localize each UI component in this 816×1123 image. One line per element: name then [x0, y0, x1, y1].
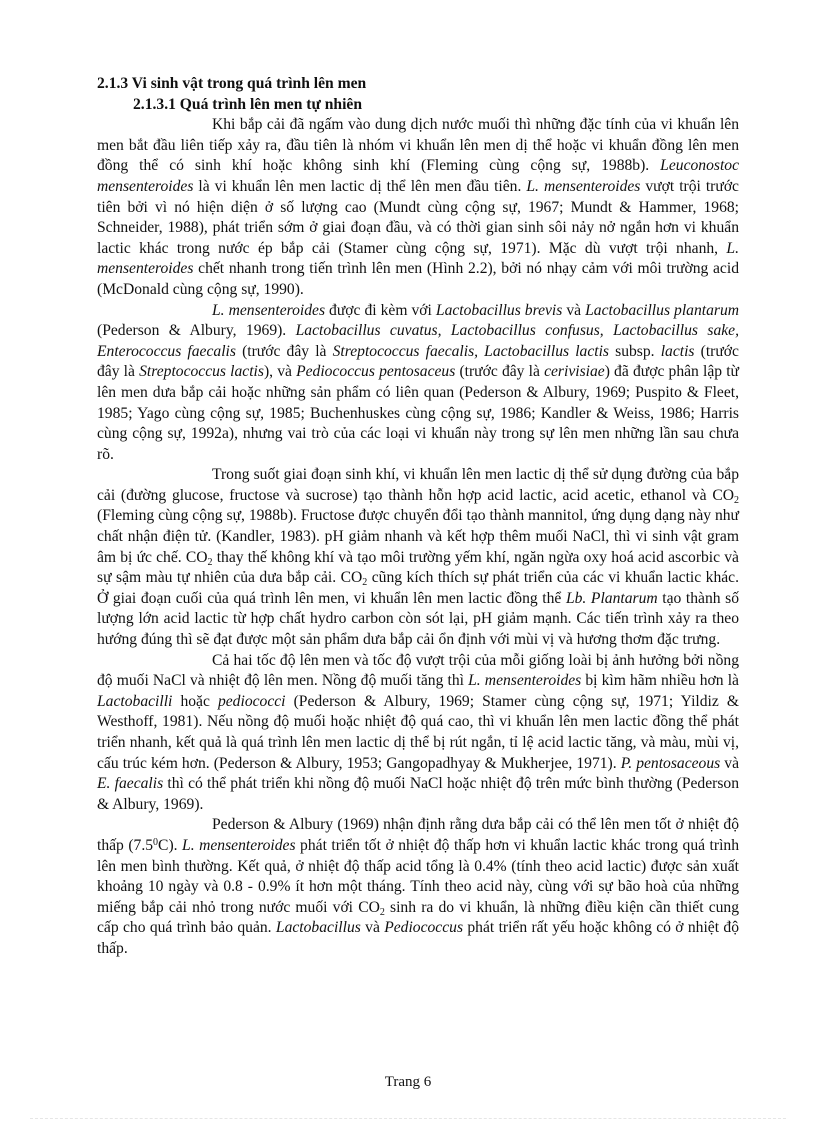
- paragraph-3: Trong suốt giai đoạn sinh khí, vi khuẩn lên men lactic dị thể sử dụng đường của bắp cải (đường glucose, fructose và sucrose) tạo thành hỗn hợp acid lactic, acid acetic, ethanol và $CO_2$ (Fleming cùng cộng sự, 1988b). Fructose được chuyển đổi tạo thành mannitol, ứng dụng dạng này như chất nhận điện tử. (Kandler, 1983). pH giảm nhanh và kết hợp thêm muối NaCl, thì vi sinh vật gram âm bị ức chế. $CO_2$ thay thế không khí và tạo môi trường yếm khí, ngăn ngừa oxy hoá acid ascorbic và sự sậm màu tự nhiên của dưa bắp cải. $CO_2$ cũng kích thích sự phát triển của các vi khuẩn lactic khác. Ở giai đoạn cuối của quá trình lên men, vi khuẩn lên men lactic đồng thể Lb. Plantarum tạo thành số lượng lớn acid lactic từ hợp chất hydro carbon còn sót lại, pH giảm mạnh. Các tiến trình xảy ra theo hướng đúng thì sẽ đạt được một sản phẩm dưa bắp cải ổn định với mùi vị và hương thơm đặc trưng.: [97, 466, 740, 649]
- paragraph-2: L. mensenteroides được đi kèm với Lactobacillus brevis và Lactobacillus plantarum (Pederson & Albury, 1969). Lactobacillus cuvatus, Lactobacillus confusus, Lactobacillus sake, Enterococcus faecalis (trước đây là Streptococcus faecalis, Lactobacillus lactis subsp. lactis (trước đây là Streptococcus lactis), và Pediococcus pentosaceus (trước đây là cerivisiae) đã được phân lập từ lên men dưa bắp cải hoặc những sản phẩm có liên quan (Pederson & Albury, 1969; Puspito & Fleet, 1985; Yago cùng cộng sự, 1985; Buchenhuskes cùng cộng sự, 1986; Kandler & Weiss, 1986; Harris cùng cộng sự, 1992a), nhưng vai trò của các loại vi khuẩn này trong sự lên men những lần sau chưa rõ.: [97, 301, 740, 463]
- document-page: [97, 74, 739, 960]
- subsection-heading: 2.1.3.1 Quá trình lên men tự nhiên: [133, 95, 362, 113]
- page-number: Trang 6: [384, 1074, 432, 1090]
- paragraph-1: Khi bắp cải đã ngấm vào dung dịch nước muối thì những đặc tính của vi khuẩn lên men bắt đầu liên tiếp xảy ra, đầu tiên là nhóm vi khuẩn lên men dị thể hoặc vi khuẩn đồng lên men đồng thể có sinh khí hoặc không sinh khí (Fleming cùng cộng sự, 1988b). Leuconostoc mensenteroides là vi khuẩn lên men lactic dị thể lên men đầu tiên. L. mensenteroides vượt trội trước tiên bởi vì nó hiện diện ở số lượng cao (Mundt cùng cộng sự, 1967; Mundt & Hammer, 1968; Schneider, 1988), phát triển sớm ở giai đoạn đầu, và có thời gian sinh sôi nảy nở ngắn hơn vi khuẩn lactic khác trong nước ép bắp cải (Stamer cùng cộng sự, 1971). Mặc dù vượt trội nhanh, L. mensenteroides chết nhanh trong tiến trình lên men (Hình 2.2), bởi nó nhạy cảm với môi trường acid (McDonald cùng cộng sự, 1990).: [97, 116, 739, 298]
- page-bottom-divider: [30, 1118, 786, 1119]
- paragraph-4: Cả hai tốc độ lên men và tốc độ vượt trội của mỗi giống loài bị ảnh hưởng bởi nồng độ muối NaCl và nhiệt độ lên men. Nồng độ muối tăng thì L. mensenteroides bị kìm hãm nhiều hơn là Lactobacilli hoặc pediococci (Pederson & Albury, 1969; Stamer cùng cộng sự, 1971; Yildiz & Westhoff, 1981). Nếu nồng độ muối hoặc nhiệt độ quá cao, thì vi khuẩn lên men lactic đồng thể phát triển nhanh, kết quả là quá trình lên men lactic dị thể bị rút ngắn, tỉ lệ acid lactic tăng, và màu, mùi vị, cấu trúc kém hơn. (Pederson & Albury, 1953; Gangopadhyay & Mukherjee, 1971). P. pentosaceous và E. faecalis thì có thể phát triển khi nồng độ muối NaCl hoặc nhiệt độ trên mức bình thường (Pederson & Albury, 1969).: [97, 651, 740, 813]
- section-heading: 2.1.3 Vi sinh vật trong quá trình lên men: [97, 75, 367, 92]
- paragraph-5: Pederson & Albury (1969) nhận định rằng dưa bắp cải có thể lên men tốt ở nhiệt độ thấp $(7.5^0C)$. L. mensenteroides phát triển tốt ở nhiệt độ thấp hơn vi khuẩn lactic khác trong quá trình lên men bình thường. Kết quả, ở nhiệt độ thấp acid tổng là 0.4% (tính theo acid lactic) được sản xuất khoảng 10 ngày và 0.8 - 0.9% ít hơn một tháng. Tính theo acid này, cùng với sự bão hoà của những miếng bắp cải nhỏ trong nước muối với $CO_2$ sinh ra do vi khuẩn, là những điều kiện cần thiết cung cấp cho quá trình bảo quản. Lactobacillus và Pediococcus phát triển rất yếu hoặc không có ở nhiệt độ thấp.: [97, 816, 740, 957]
